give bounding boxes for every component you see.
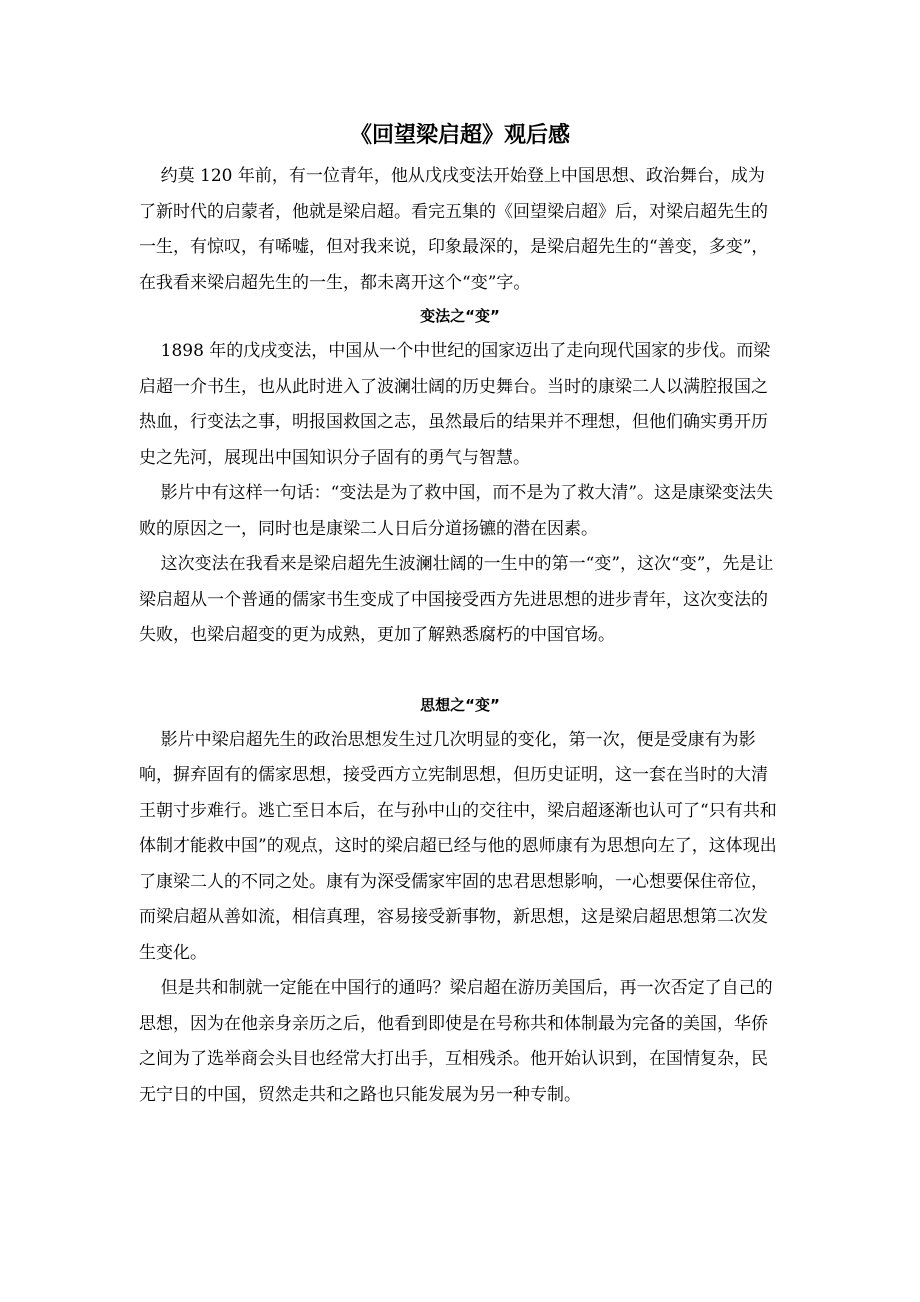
section-reform-paragraph-2: 影片中有这样一句话：“变法是为了救中国，而不是为了救大清”。这是康梁变法失败的原因之一，同时也是康梁二人日后分道扬镳的潜在因素。 bbox=[139, 483, 774, 539]
section-reform-paragraph-3: 这次变法在我看来是梁启超先生波澜壮阔的一生中的第一“变”，这次“变”，先是让梁启超从一个普通的儒家书生变成了中国接受西方先进思想的进步青年，这次变法的失败，也梁启超变的更为成熟，更加了解熟悉腐朽的中国官场。 bbox=[139, 554, 774, 645]
section-reform-paragraph-1: 1898 年的戊戌变法，中国从一个中世纪的国家迈出了走向现代国家的步伐。而梁启超一介书生，也从此时进入了波澜壮阔的历史舞台。当时的康梁二人以满腔报国之热血，行变法之事，明报国救国之志，虽然最后的结果并不理想，但他们确实勇开历史之先河，展现出中国知识分子固有的勇气与智慧。 bbox=[139, 341, 771, 468]
section-spacer bbox=[139, 654, 781, 690]
section-heading-thought: 思想之“变” bbox=[420, 695, 500, 714]
document-page bbox=[139, 116, 781, 1113]
intro-paragraph: 约莫 120 年前，有一位青年，他从戊戌变法开始登上中国思想、政治舞台，成为了新时代的启蒙者，他就是梁启超。看完五集的《回望梁启超》后，对梁启超先生的一生，有惊叹，有唏嘘，但对我来说，印象最深的，是梁启超先生的“善变，多变”，在我看来梁启超先生的一生，都未离开这个“变”字。 bbox=[139, 166, 769, 293]
section-thought-paragraph-1: 影片中梁启超先生的政治思想发生过几次明显的变化，第一次，便是受康有为影响，摒弃固有的儒家思想，接受西方立宪制思想，但历史证明，这一套在当时的大清王朝寸步难行。逃亡至日本后，在与孙中山的交往中，梁启超逐渐也认可了“只有共和体制才能救中国”的观点，这时的梁启超已经与他的恩师康有为思想向左了，这体现出了康梁二人的不同之处。康有为深受儒家牢固的忠君思想影响，一心想要保住帝位，而梁启超从善如流，相信真理，容易接受新事物，新思想，这是梁启超思想第二次发生变化。 bbox=[139, 729, 777, 963]
section-heading-reform: 变法之“变” bbox=[420, 307, 500, 325]
section-thought-paragraph-2: 但是共和制就一定能在中国行的通吗？梁启超在游历美国后，再一次否定了自己的思想，因为在他亲身亲历之后，他看到即使是在号称共和体制最为完备的美国，华侨之间为了选举商会头目也经常大打出手，互相残杀。他开始认识到，在国情复杂，民无宁日的中国，贸然走共和之路也只能发展为另一种专制。 bbox=[139, 978, 773, 1105]
document-title: 《回望梁启超》观后感 bbox=[349, 123, 570, 148]
